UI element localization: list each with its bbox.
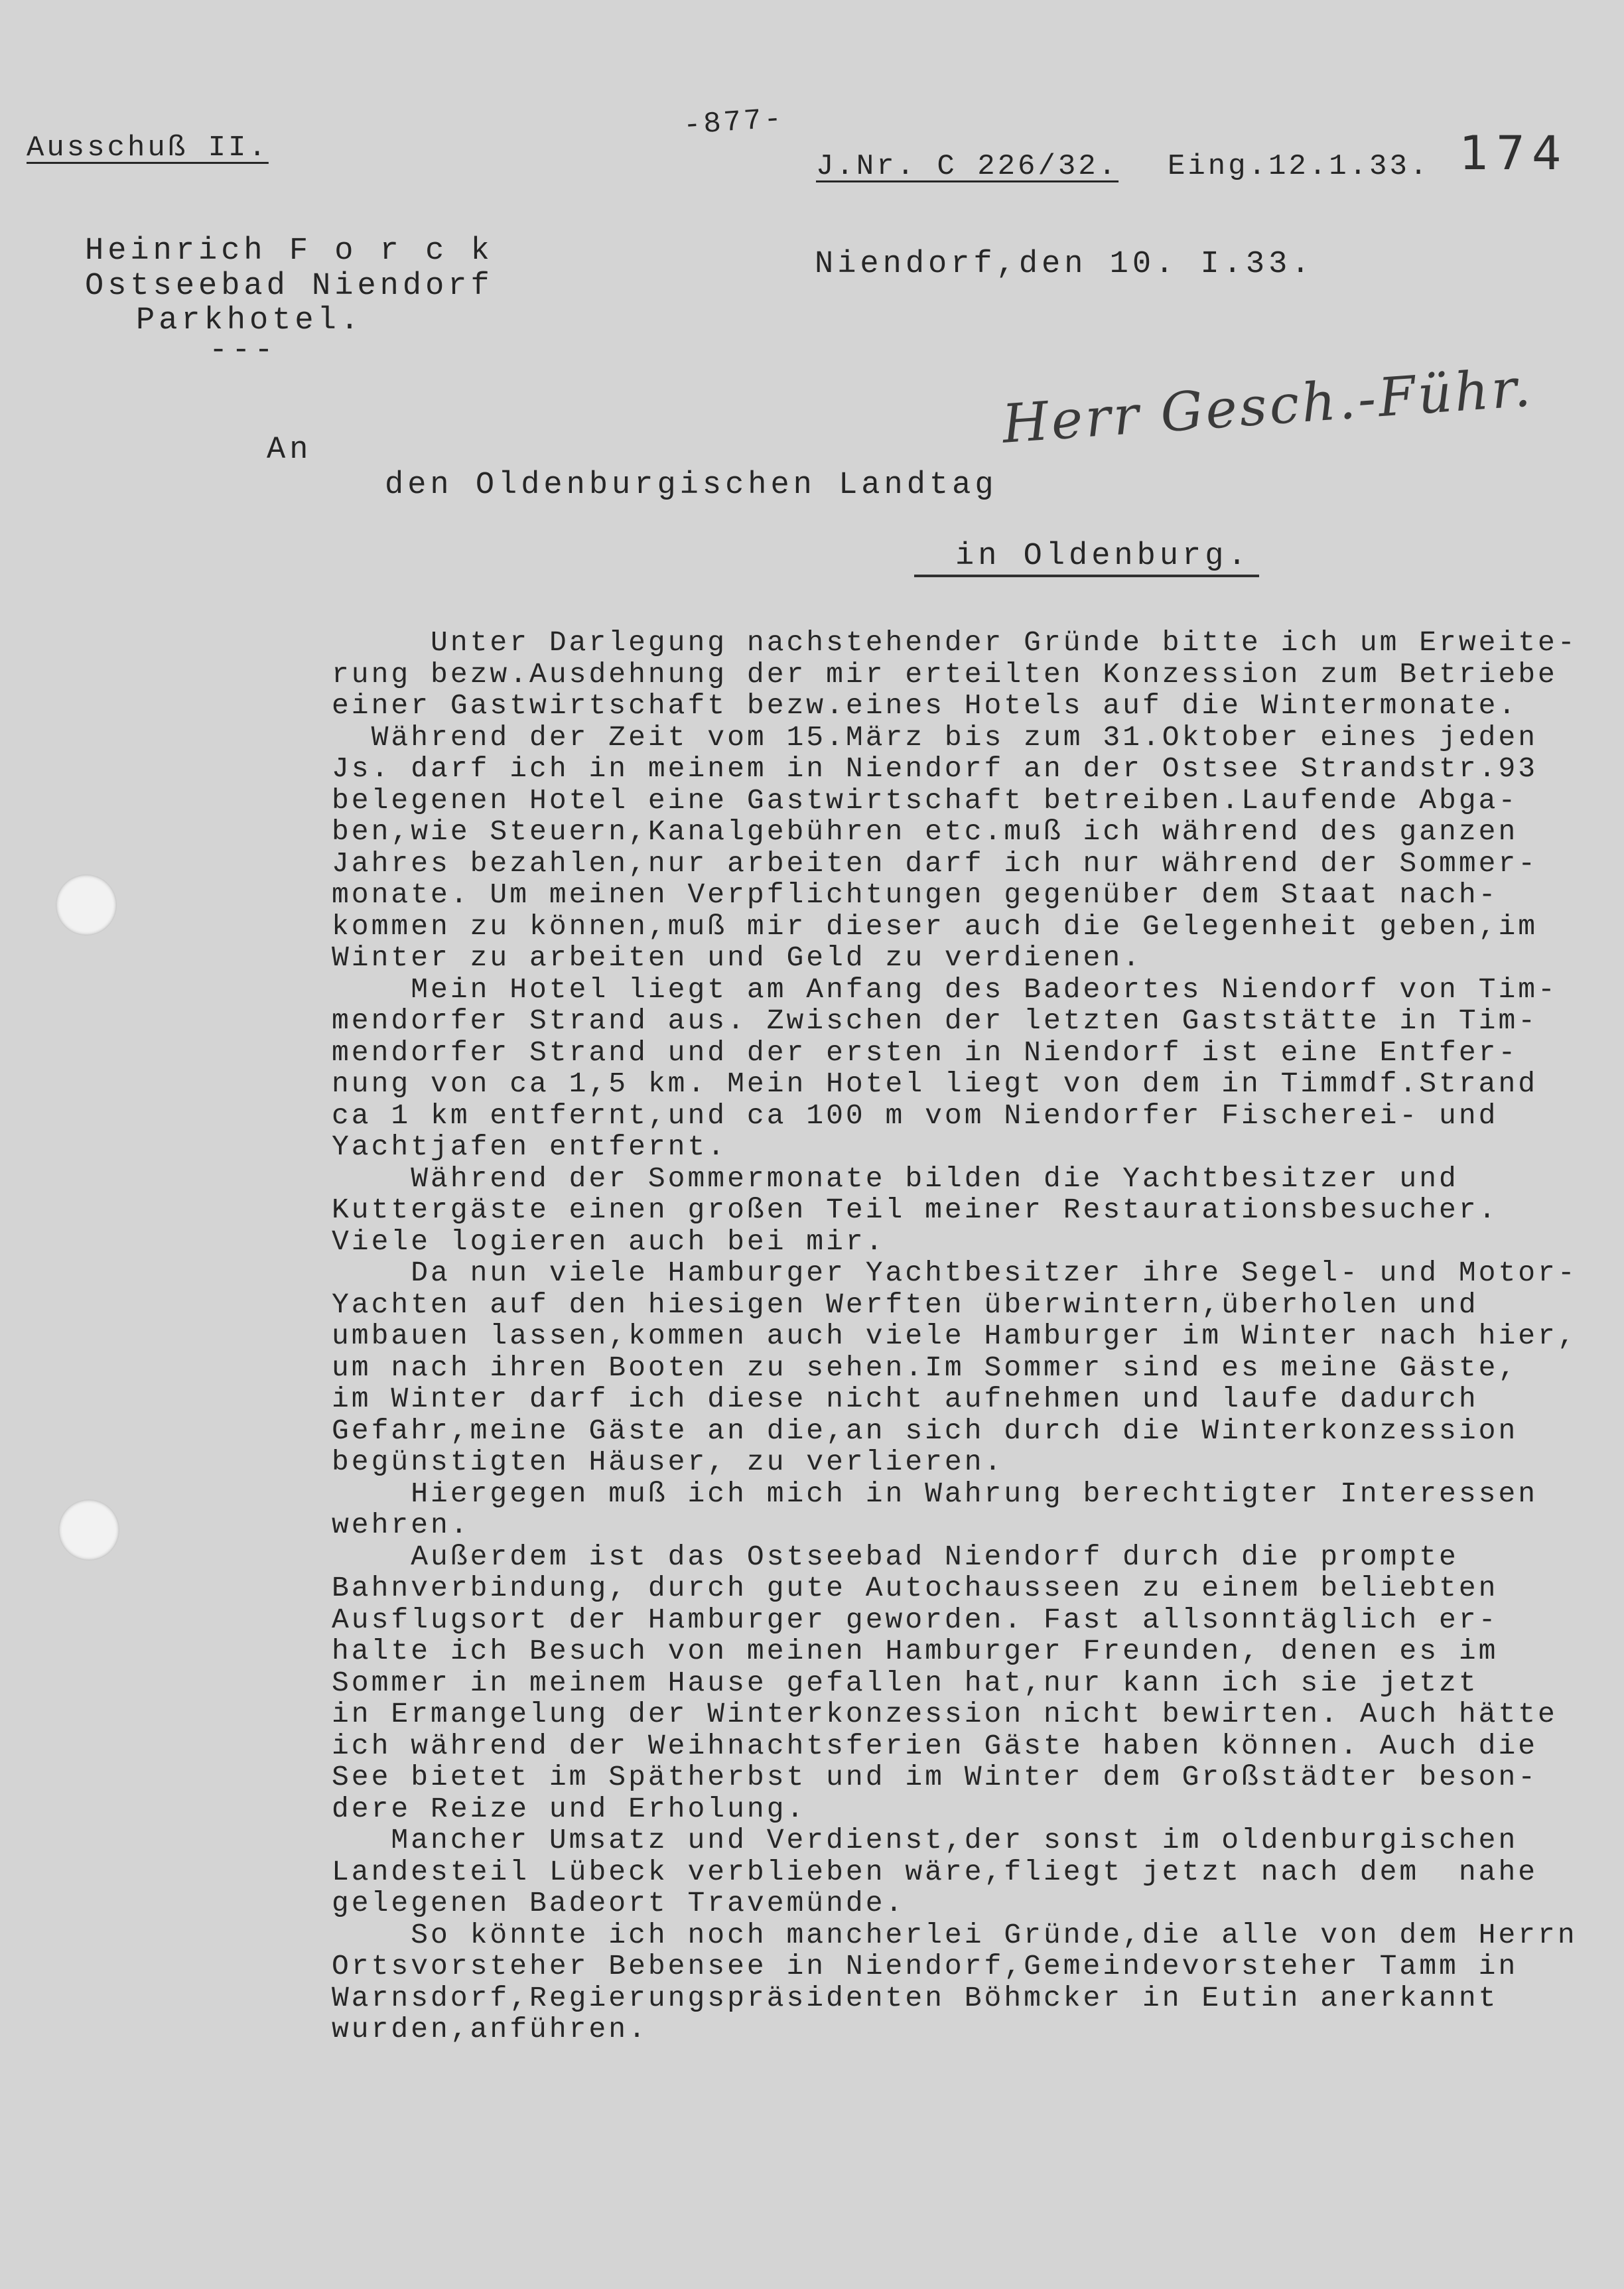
letter-line: Mancher Umsatz und Verdienst,der sonst im oldenburgischen <box>332 1824 1519 1856</box>
handwritten-note: Herr Gesch.-Führ. <box>1000 356 1535 455</box>
letter-line: Gefahr,meine Gäste an die,an sich durch die Winterkonzession <box>332 1414 1519 1447</box>
letter-line: dere Reize und Erholung. <box>332 1792 807 1825</box>
page-number: -877- <box>682 102 785 143</box>
letter-line: Ausflugsort der Hamburger geworden. Fast allsonntäglich er- <box>332 1603 1499 1636</box>
letter-line: So könnte ich noch mancherlei Gründe,die alle von dem Herrn <box>332 1918 1578 1951</box>
letter-body <box>332 627 1592 2046</box>
letter-line: monate. Um meinen Verpflichtungen gegenüber dem Staat nach- <box>332 878 1499 911</box>
letter-line: Ortsvorsteher Bebensee in Niendorf,Gemeindevorsteher Tamm in <box>332 1950 1519 1982</box>
letter-line: kommen zu können,muß mir dieser auch die Gelegenheit geben,im <box>332 910 1538 943</box>
letter-line: in Ermangelung der Winterkonzession nicht bewirten. Auch hätte <box>332 1698 1558 1730</box>
recipient-prefix: An <box>267 433 312 468</box>
folio-number: 174 <box>1459 126 1568 180</box>
journal-number: J.Nr. C 226/32. <box>816 150 1119 183</box>
date-line: Niendorf,den 10. I.33. <box>815 247 1314 282</box>
letter-line: gelegenen Badeort Travemünde. <box>332 1887 906 1919</box>
letter-line: wurden,anführen. <box>332 2013 648 2046</box>
letter-line: Viele logieren auch bei mir. <box>332 1225 886 1258</box>
letter-line: Yachten auf den hiesigen Werften überwintern,überholen und <box>332 1288 1479 1321</box>
recipient-name: den Oldenburgischen Landtag <box>385 468 998 503</box>
letter-line: Da nun viele Hamburger Yachtbesitzer ihre Segel- und Motor- <box>332 1257 1578 1289</box>
letter-line: Sommer in meinem Hause gefallen hat,nur kann ich sie jetzt <box>332 1666 1479 1699</box>
received-stamp: Eing.12.1.33. <box>1168 150 1430 183</box>
letter-line: ich während der Weihnachtsferien Gäste haben können. Auch die <box>332 1729 1538 1762</box>
sender-location: Ostseebad Niendorf <box>85 269 494 304</box>
letter-line: wehren. <box>332 1509 470 1541</box>
letter-line: halte ich Besuch von meinen Hamburger Freunden, denen es im <box>332 1635 1499 1667</box>
letter-line: Js. darf ich in meinem in Niendorf an der Ostsee Strandstr.93 <box>332 752 1538 785</box>
letter-line: umbauen lassen,kommen auch viele Hamburger im Winter nach hier, <box>332 1320 1578 1352</box>
letter-line: belegenen Hotel eine Gastwirtschaft betreiben.Laufende Abga- <box>332 784 1519 817</box>
sender-name: Heinrich F o r c k <box>85 234 494 269</box>
letter-line: Kuttergäste einen großen Teil meiner Restaurationsbesucher. <box>332 1194 1499 1226</box>
letter-line: im Winter darf ich diese nicht aufnehmen und laufe dadurch <box>332 1383 1479 1415</box>
letter-line: Landesteil Lübeck verblieben wäre,fliegt jetzt nach dem nahe <box>332 1855 1538 1888</box>
letter-line: nung von ca 1,5 km. Mein Hotel liegt von dem in Timmdf.Strand <box>332 1068 1538 1100</box>
letter-line: Mein Hotel liegt am Anfang des Badeortes Niendorf von Tim- <box>332 973 1558 1006</box>
letter-line: Während der Sommermonate bilden die Yachtbesitzer und <box>332 1162 1459 1195</box>
letter-line: Außerdem ist das Ostseebad Niendorf durch die prompte <box>332 1540 1459 1573</box>
letter-line: mendorfer Strand aus. Zwischen der letzten Gaststätte in Tim- <box>332 1005 1538 1037</box>
letter-line: einer Gastwirtschaft bezw.eines Hotels auf die Wintermonate. <box>332 689 1519 722</box>
letter-line: See bietet im Spätherbst und im Winter dem Großstädter beson- <box>332 1761 1538 1793</box>
punch-hole-bottom <box>58 1499 119 1561</box>
recipient-city: in Oldenburg. <box>955 539 1251 574</box>
punch-hole-top <box>56 874 117 936</box>
letter-line: Warnsdorf,Regierungspräsidenten Böhmcker in Eutin anerkannt <box>332 1981 1499 2014</box>
letter-line: Yachtjafen entfernt. <box>332 1131 728 1163</box>
letter-line: rung bezw.Ausdehnung der mir erteilten Konzession zum Betriebe <box>332 658 1558 691</box>
letter-line: Winter zu arbeiten und Geld zu verdienen. <box>332 941 1142 974</box>
recipient-underline <box>914 575 1259 577</box>
letter-line: Unter Darlegung nachstehender Gründe bitte ich um Erweite- <box>332 626 1578 659</box>
committee-label: Ausschuß II. <box>27 131 269 165</box>
letter-line: ben,wie Steuern,Kanalgebühren etc.muß ich während des ganzen <box>332 815 1519 848</box>
sender-rule: --- <box>209 333 277 368</box>
letter-line: Während der Zeit vom 15.März bis zum 31.Oktober eines jeden <box>332 721 1538 754</box>
letter-line: ca 1 km entfernt,und ca 100 m vom Niendorfer Fischerei- und <box>332 1099 1499 1132</box>
letter-line: um nach ihren Booten zu sehen.Im Sommer sind es meine Gäste, <box>332 1351 1519 1384</box>
letter-line: Jahres bezahlen,nur arbeiten darf ich nur während der Sommer- <box>332 847 1538 880</box>
letter-line: begünstigten Häuser, zu verlieren. <box>332 1446 1004 1478</box>
letter-line: Hiergegen muß ich mich in Wahrung berechtigter Interessen <box>332 1477 1538 1510</box>
letter-line: Bahnverbindung, durch gute Autochausseen zu einem beliebten <box>332 1572 1499 1604</box>
sender-hotel: Parkhotel. <box>136 303 364 338</box>
letter-line: mendorfer Strand und der ersten in Niendorf ist eine Entfer- <box>332 1036 1519 1069</box>
